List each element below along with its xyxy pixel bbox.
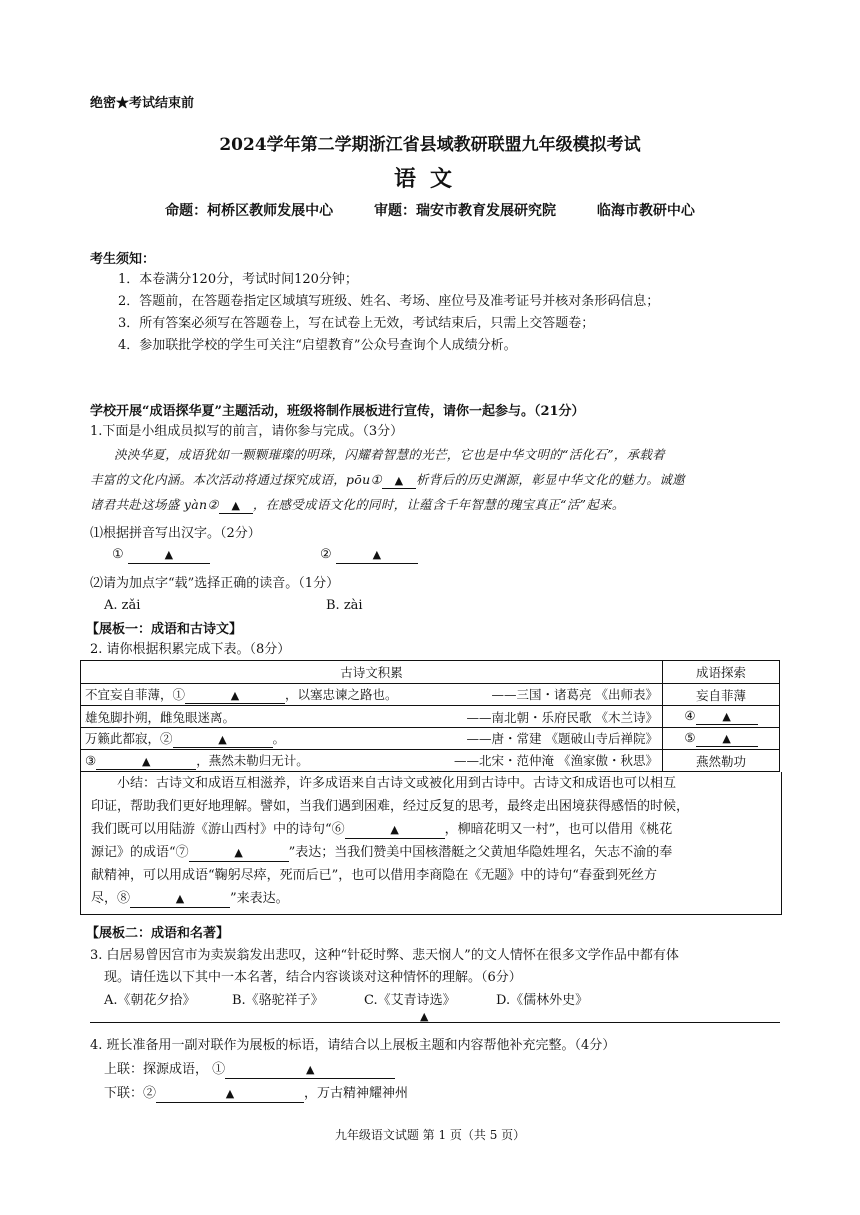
triangle-icon: ▲ — [390, 823, 399, 836]
poem-text: 雄兔脚扑朔，雌兔眼迷离。 — [85, 709, 236, 725]
poem-table — [80, 660, 780, 772]
summary-line — [91, 887, 781, 910]
preface-line-2-head: 丰富的文化内涵。本次活动将通过探究成语，pōu① — [90, 472, 382, 487]
answer-blank-2[interactable] — [336, 547, 418, 564]
triangle-icon: ▲ — [420, 1010, 429, 1023]
poem-source: ——唐・常建 《题破山寺后禅院》 — [466, 731, 658, 746]
q3-option-c[interactable]: C.《艾青诗选》 — [364, 993, 456, 1008]
preface-line-3 — [90, 495, 625, 514]
notice-item: 4．参加联批学校的学生可关注“启望教育”公众号查询个人成绩分析。 — [118, 338, 517, 353]
notice-item: 1．本卷满分120分，考试时间120分钟； — [118, 272, 358, 287]
couplet-lower-tail: ，万古精神耀神州 — [304, 1086, 409, 1101]
poem-text: 不宜妄自菲薄，① — [85, 687, 186, 702]
blank-1-label: ① — [112, 547, 124, 562]
idiom-cell: 妄自菲薄 — [663, 684, 780, 706]
poem-cell — [81, 750, 663, 772]
option-a[interactable]: A. zǎi — [104, 598, 141, 613]
summary-text: ”表达；当我们赞美中国核潜艇之父黄旭华隐姓埋名，矢志不渝的奉 — [288, 845, 673, 860]
poem-cell — [81, 684, 663, 706]
secret-mark: 绝密★考试结束前 — [90, 96, 195, 111]
answer-blank[interactable] — [96, 753, 196, 770]
answer-blank[interactable] — [130, 891, 230, 908]
poem-source: ——南北朝・乐府民歌 《木兰诗》 — [466, 709, 658, 725]
table-row — [81, 706, 780, 728]
couplet-upper-label: 上联：探源成语， — [104, 1062, 209, 1077]
triangle-icon: ▲ — [234, 846, 243, 859]
poem-text: 。 — [272, 731, 286, 746]
preface-line-1: 泱泱华夏，成语犹如一颗颗璀璨的明珠，闪耀着智慧的光芒，它也是中华文明的“活化石”，承载着 — [114, 447, 665, 462]
idiom-cell — [663, 706, 780, 728]
option-b[interactable]: B. zài — [326, 598, 363, 613]
preface-line-3-tail: ，在感受成语文化的同时，让蕴含千年智慧的瑰宝真正“活”起来。 — [252, 497, 625, 512]
table-row — [81, 728, 780, 750]
triangle-icon: ▲ — [230, 689, 240, 702]
question-3-stem-2: 现。请任选以下其中一本名著，结合内容谈谈对这种情怀的理解。（6分） — [104, 970, 522, 985]
table-head-idioms: 成语探索 — [663, 661, 780, 684]
q3-option-a[interactable]: A.《朝花夕拾》 — [104, 993, 196, 1008]
answer-row-2 — [320, 547, 418, 564]
poem-source: ——北宋・范仲淹 《渔家傲・秋思》 — [454, 753, 658, 768]
poem-text: 万籁此都寂，② — [85, 731, 173, 746]
table-header-row — [81, 661, 780, 684]
couplet-lower — [104, 1082, 408, 1103]
question-3-stem-1: 3. 白居易曾因宫市为卖炭翁发出悲叹，这种“针砭时弊、悲天悯人”的文人情怀在很多文学作品中都有体 — [90, 948, 679, 963]
q3-option-d[interactable]: D.《儒林外史》 — [496, 993, 589, 1008]
summary-line: 印证，帮助我们更好地理解。譬如，当我们遇到困难，经过反复的思考，最终走出困境获得感悟的时候， — [91, 799, 690, 814]
answer-blank[interactable] — [345, 822, 445, 839]
summary-text: 源记》的成语“⑦ — [91, 845, 189, 860]
poem-source: ——三国・诸葛亮 《出师表》 — [491, 687, 658, 702]
triangle-icon: ▲ — [372, 548, 382, 561]
triangle-icon: ▲ — [218, 733, 227, 746]
idiom-cell: 燕然勒功 — [663, 750, 780, 772]
notice-item: 2．答题前，在答题卷指定区域填写班级、姓名、考场、座位号及准考证号并核对条形码信息； — [118, 294, 660, 309]
answer-blank[interactable] — [696, 730, 758, 747]
triangle-icon: ▲ — [394, 474, 404, 487]
idiom-cell — [663, 728, 780, 750]
activity-intro: 学校开展“成语探华夏”主题活动，班级将制作展板进行宣传，请你一起参与。（21分） — [90, 404, 585, 419]
summary-text: ，柳暗花明又一村”，也可以借用《桃花 — [444, 822, 673, 837]
preface-line-2 — [90, 470, 685, 489]
poem-text: ，以塞忠谏之路也。 — [285, 687, 398, 702]
answer-blank[interactable] — [173, 731, 273, 748]
subject-title: 语文 — [393, 166, 466, 192]
triangle-icon: ▲ — [305, 1063, 315, 1076]
board-1-title: 【展板一：成语和古诗文】 — [86, 622, 243, 637]
answer-blank[interactable] — [225, 1062, 395, 1079]
triangle-icon: ▲ — [164, 548, 174, 561]
summary-line: 献精神，可以用成语“鞠躬尽瘁，死而后已”，也可以借用李商隐在《无题》中的诗句“春蚕到死丝方 — [91, 868, 657, 883]
summary-line — [91, 841, 781, 864]
summary-text: 我们既可以用陆游《游山西村》中的诗句“⑥ — [91, 822, 345, 837]
idiom-blank-label: ⑤ — [684, 730, 696, 745]
answer-blank-1[interactable] — [128, 547, 210, 564]
author-3: 临海市教研中心 — [596, 203, 695, 219]
poem-text: ③ — [85, 753, 97, 768]
triangle-icon: ▲ — [722, 732, 731, 745]
blank-2-label: ② — [320, 547, 332, 562]
couplet-upper-blank-label: ① — [212, 1062, 226, 1077]
summary-line: 小结：古诗文和成语互相滋养，许多成语来自古诗文或被化用到古诗中。古诗文和成语也可以相互 — [117, 776, 677, 791]
triangle-icon: ▲ — [175, 892, 185, 905]
idiom-blank-label: ④ — [684, 708, 696, 723]
preface-line-2-tail: 析背后的历史渊源，彰显中华文化的魅力。诚邀 — [416, 472, 685, 487]
poem-cell — [81, 728, 663, 750]
summary-line — [91, 818, 781, 841]
summary-text: 尽，⑧ — [91, 891, 131, 906]
answer-row-1 — [112, 547, 210, 564]
triangle-icon: ▲ — [231, 499, 241, 512]
answer-blank[interactable] — [219, 497, 253, 514]
answer-blank[interactable] — [696, 708, 758, 725]
table-head-poems: 古诗文积累 — [81, 661, 663, 684]
q3-option-b[interactable]: B.《骆驼祥子》 — [232, 993, 324, 1008]
couplet-upper — [104, 1058, 395, 1079]
board-2-title: 【展板二：成语和名著】 — [86, 926, 230, 941]
answer-blank[interactable] — [156, 1086, 304, 1103]
triangle-icon: ▲ — [722, 710, 731, 723]
author-1: 命题：柯桥区教师发展中心 — [165, 203, 334, 219]
table-row — [81, 684, 780, 706]
answer-line[interactable] — [90, 1022, 780, 1023]
preface-line-3-head: 诸君共赴这场盛 yàn② — [90, 497, 219, 512]
poem-cell — [81, 706, 663, 728]
triangle-icon: ▲ — [141, 755, 151, 768]
notice-title: 考生须知： — [90, 252, 156, 267]
author-2: 审题：瑞安市教育发展研究院 — [374, 203, 556, 219]
poem-text: ，燕然未勒归无计。 — [196, 753, 309, 768]
answer-blank[interactable] — [382, 472, 416, 489]
table-row — [81, 750, 780, 772]
triangle-icon: ▲ — [225, 1087, 235, 1100]
couplet-lower-label: 下联：② — [104, 1086, 157, 1101]
page-footer: 九年级语文试题 第 1 页（共 5 页） — [334, 1128, 526, 1142]
answer-blank[interactable] — [189, 845, 289, 862]
answer-blank[interactable] — [185, 687, 285, 704]
summary-text: ”来表达。 — [230, 891, 289, 906]
question-4-stem: 4. 班长准备用一副对联作为展板的标语，请结合以上展板主题和内容帮他补充完整。（4分） — [90, 1038, 616, 1053]
notice-item: 3．所有答案必须写在答题卷上，写在试卷上无效，考试结束后，只需上交答题卷； — [118, 316, 595, 331]
authors-line — [0, 200, 860, 220]
question-1-stem: 1.下面是小组成员拟写的前言，请你参与完成。（3分） — [90, 424, 404, 439]
question-1-sub-2: ⑵请为加点字“载”选择正确的读音。（1分） — [90, 576, 340, 591]
question-1-sub-1: ⑴根据拼音写出汉字。（2分） — [90, 526, 261, 541]
summary-box — [80, 772, 782, 915]
question-2-stem: 2. 请你根据积累完成下表。（8分） — [90, 642, 291, 657]
exam-title: 2024学年第二学期浙江省县域教研联盟九年级模拟考试 — [219, 135, 641, 155]
